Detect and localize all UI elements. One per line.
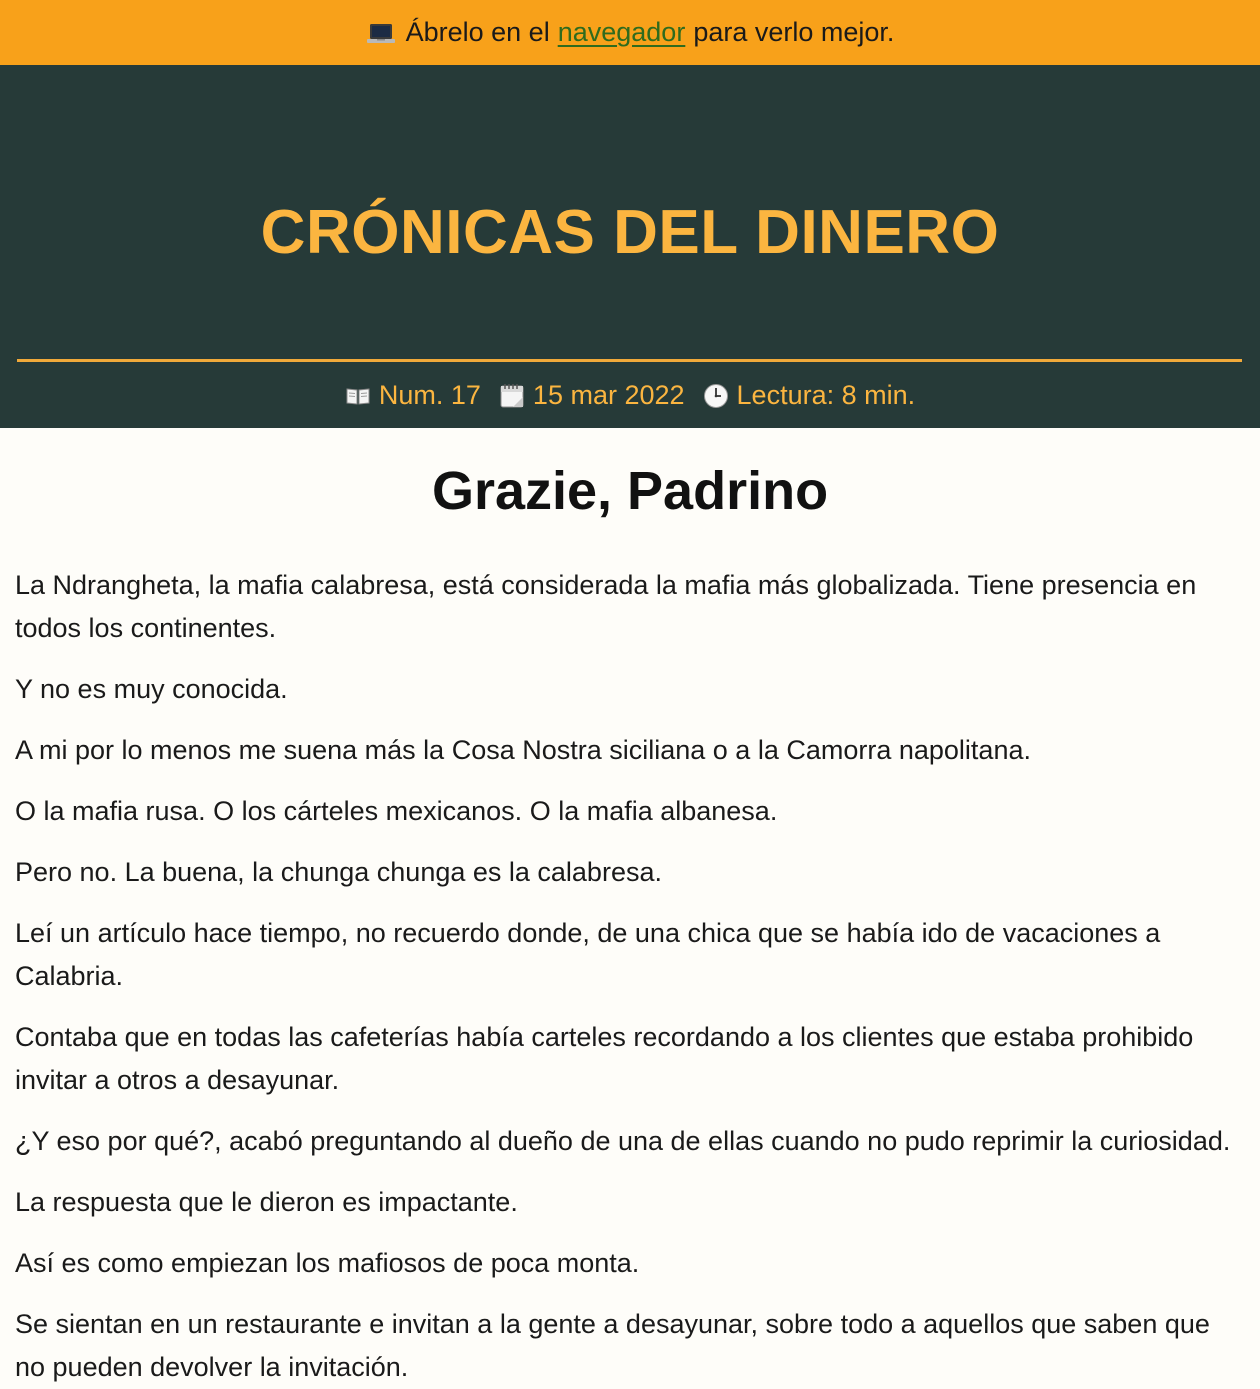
banner-suffix-text: para verlo mejor. bbox=[693, 17, 895, 47]
reading-time bbox=[703, 380, 916, 411]
browser-link[interactable]: navegador bbox=[557, 17, 686, 47]
newsletter-title: CRÓNICAS DEL DINERO bbox=[260, 198, 1000, 267]
masthead-divider bbox=[17, 359, 1242, 362]
article-paragraph: Se sientan en un restaurante e invitan a la gente a desayunar, sobre todo a aquellos que saben que no pueden devolver la invitación. bbox=[15, 1309, 1210, 1382]
article-paragraph: La respuesta que le dieron es impactante. bbox=[15, 1187, 518, 1217]
clock-icon bbox=[703, 383, 729, 409]
issue-number-text: Num. 17 bbox=[378, 380, 481, 410]
article-title: Grazie, Padrino bbox=[431, 461, 829, 521]
calendar-icon bbox=[499, 383, 525, 409]
article-paragraph: A mi por lo menos me suena más la Cosa Nostra siciliana o a la Camorra napolitana. bbox=[15, 735, 1031, 765]
newsletter-masthead bbox=[0, 65, 1260, 363]
banner-prefix-text: Ábrelo en el bbox=[405, 17, 550, 47]
article-paragraph: La Ndrangheta, la mafia calabresa, está considerada la mafia más globalizada. Tiene presencia en todos los continentes. bbox=[15, 570, 1197, 643]
reading-time-text: Lectura: 8 min. bbox=[736, 380, 916, 410]
article-body bbox=[0, 564, 1260, 1389]
issue-number bbox=[345, 380, 481, 411]
open-in-browser-banner bbox=[0, 0, 1260, 65]
laptop-icon bbox=[366, 23, 396, 45]
article-paragraph: Así es como empiezan los mafiosos de poca monta. bbox=[15, 1248, 640, 1278]
article-paragraph: O la mafia rusa. O los cárteles mexicanos. O la mafia albanesa. bbox=[15, 796, 778, 826]
issue-date bbox=[499, 380, 685, 411]
article-paragraph: Contaba que en todas las cafeterías había carteles recordando a los clientes que estaba prohibido invitar a otros a desayunar. bbox=[15, 1022, 1194, 1095]
article-paragraph: Pero no. La buena, la chunga chunga es la calabresa. bbox=[15, 857, 662, 887]
article-paragraph: ¿Y eso por qué?, acabó preguntando al dueño de una de ellas cuando no pudo reprimir la curiosidad. bbox=[15, 1126, 1231, 1156]
issue-meta-bar bbox=[0, 363, 1260, 428]
issue-date-text: 15 mar 2022 bbox=[532, 380, 685, 410]
open-book-icon bbox=[345, 383, 371, 409]
article-paragraph: Y no es muy conocida. bbox=[15, 674, 288, 704]
article-paragraph: Leí un artículo hace tiempo, no recuerdo donde, de una chica que se había ido de vacaciones a Calabria. bbox=[15, 918, 1161, 991]
